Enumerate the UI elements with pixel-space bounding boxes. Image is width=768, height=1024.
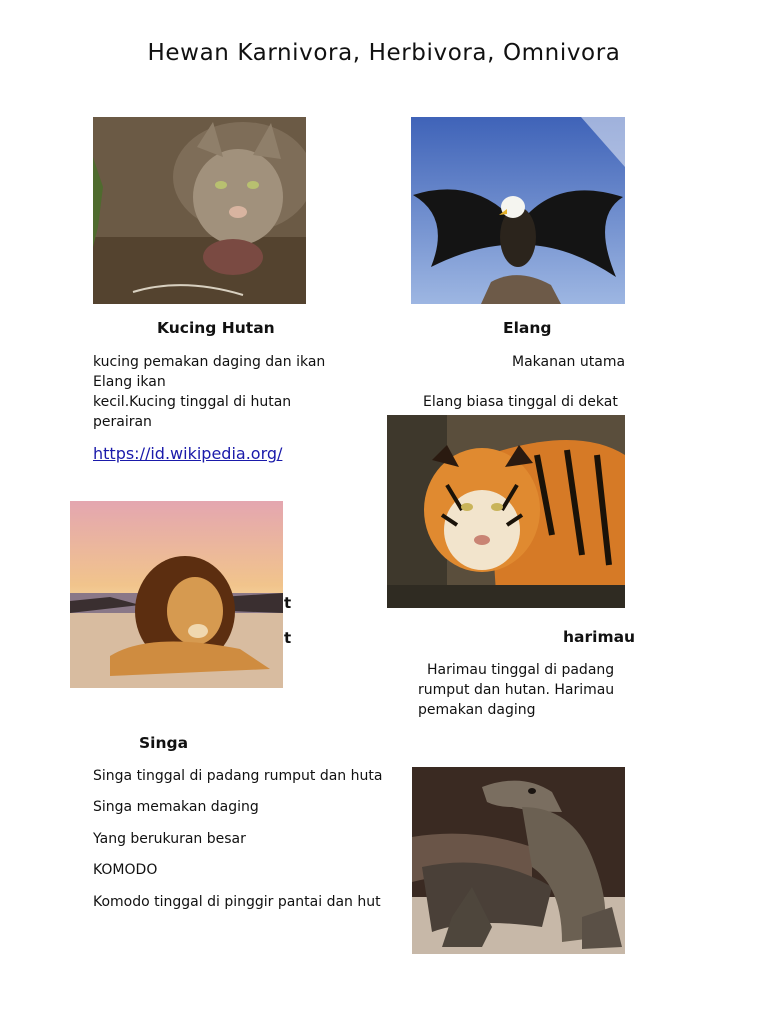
elang-text-line-2: Elang biasa tinggal di dekat [423, 394, 618, 410]
kucing-text-line-1: kucing pemakan daging dan ikan [93, 354, 326, 370]
caption-singa: Singa [139, 734, 189, 752]
caption-elang: Elang [503, 319, 552, 337]
komodo-text-line-1: Komodo tinggal di pinggir pantai dan hut [93, 894, 381, 910]
wild-cat-photo [93, 117, 306, 304]
wikipedia-link[interactable]: https://id.wikipedia.org/ [93, 444, 283, 463]
singa-text-line-2: Singa memakan daging [93, 799, 259, 815]
caption-kucing-hutan: Kucing Hutan [157, 319, 275, 337]
text-fragment-b: t [284, 629, 292, 647]
eagle-photo [411, 117, 625, 304]
singa-text-line-3: Yang berukuran besar [93, 831, 246, 847]
tiger-photo [387, 415, 625, 608]
caption-harimau: harimau [563, 628, 636, 646]
komodo-photo [412, 767, 625, 954]
harimau-text-line-1: Harimau tinggal di padang [427, 662, 615, 678]
komodo-heading: KOMODO [93, 862, 158, 878]
elang-text-line-1: Makanan utama [512, 354, 626, 370]
kucing-text-line-2: Elang ikan [93, 374, 166, 390]
singa-text-line-1: Singa tinggal di padang rumput dan huta [93, 768, 383, 784]
kucing-text-line-3: kecil.Kucing tinggal di hutan [93, 394, 292, 410]
text-fragment-a: t [284, 594, 292, 612]
kucing-text-line-4: perairan [93, 414, 152, 430]
lion-photo [70, 501, 283, 688]
document-title: Hewan Karnivora, Herbivora, Omnivora [147, 40, 621, 66]
harimau-text-line-2: rumput dan hutan. Harimau [418, 682, 615, 698]
harimau-text-line-3: pemakan daging [418, 702, 536, 718]
